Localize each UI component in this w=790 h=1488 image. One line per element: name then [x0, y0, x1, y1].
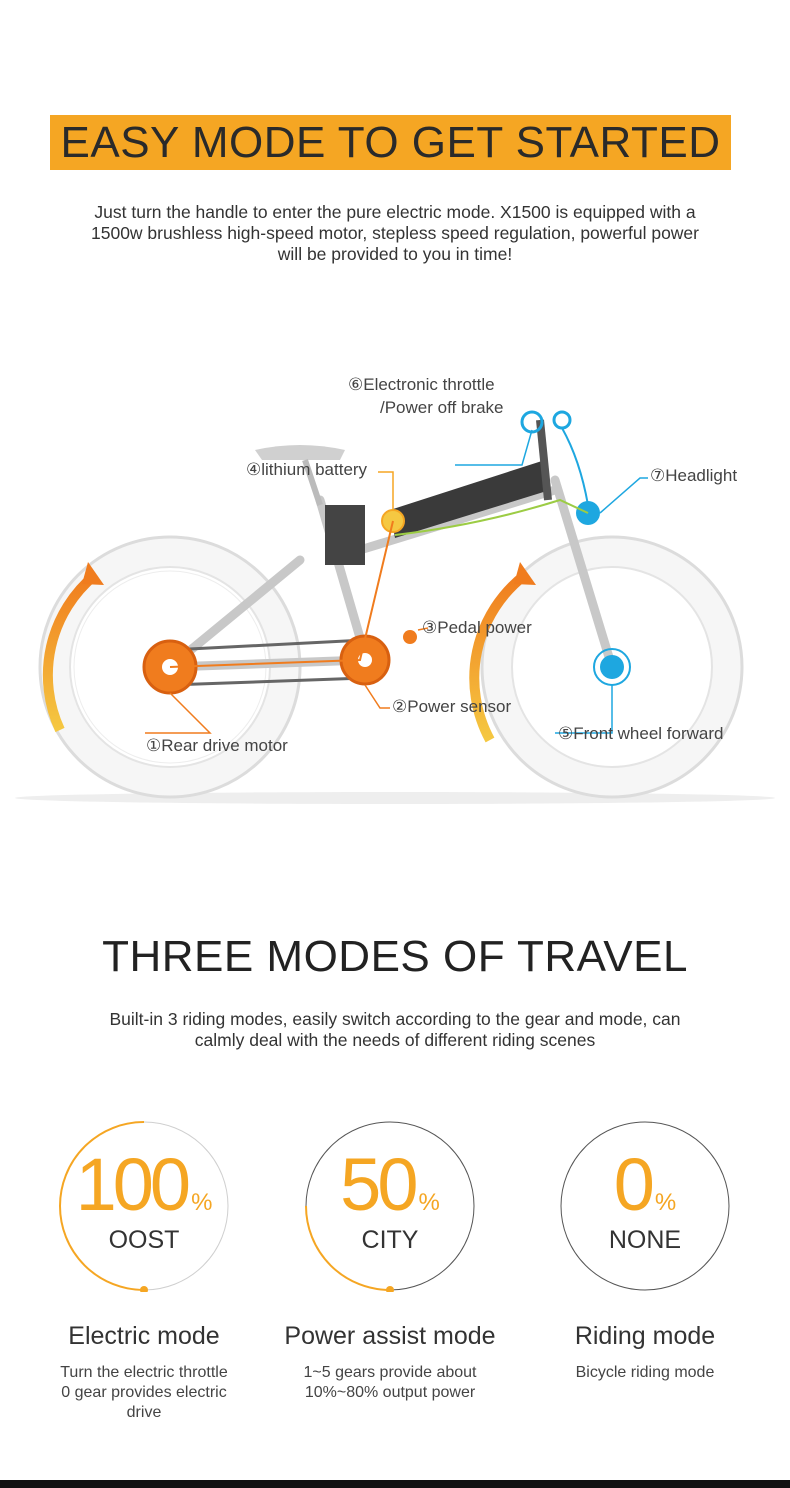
mode-riding — [525, 1120, 765, 1383]
callout-battery: ④lithium battery — [246, 460, 368, 479]
mode-keyword: CITY — [361, 1226, 419, 1254]
mode-desc: Bicycle riding mode — [575, 1364, 715, 1381]
callout-brake: /Power off brake — [380, 398, 504, 417]
callout-front-wheel: ⑤Front wheel forward — [558, 724, 724, 743]
percent-unit: % — [191, 1189, 213, 1216]
gauge-dot-0 — [140, 1286, 148, 1292]
mode-percent: 0 — [613, 1143, 651, 1226]
callout-pedal: ③Pedal power — [422, 618, 532, 637]
section2-desc: Built-in 3 riding modes, easily switch according to the gear and mode, can calmly deal with the needs of different riding scenes — [109, 1009, 681, 1050]
percent-unit: % — [654, 1189, 677, 1216]
mode-electric — [24, 1120, 264, 1423]
callout-throttle: ⑥Electronic throttle — [348, 375, 495, 394]
mode-desc: 1~5 gears provide about 10%~80% output power — [303, 1364, 477, 1401]
mode-name: Power assist mode — [284, 1322, 496, 1350]
mode-power-assist — [270, 1120, 510, 1403]
mode-percent: 100 — [75, 1143, 188, 1226]
bike-diagram — [0, 300, 790, 820]
callout-headlight: ⑦Headlight — [650, 466, 738, 485]
callout-rear-motor: ①Rear drive motor — [146, 736, 288, 755]
mode-name: Electric mode — [68, 1322, 220, 1350]
gauge-dot-1 — [386, 1286, 394, 1292]
section2-title: THREE MODES OF TRAVEL — [102, 932, 688, 981]
section-banner — [50, 115, 731, 170]
mode-keyword: OOST — [108, 1226, 180, 1254]
mode-keyword: NONE — [608, 1226, 682, 1254]
percent-unit: % — [418, 1189, 440, 1216]
mode-gauge — [559, 1120, 731, 1292]
banner-title: EASY MODE TO GET STARTED — [60, 117, 721, 167]
bottom-bar — [0, 1480, 790, 1488]
intro-text: Just turn the handle to enter the pure electric mode. X1500 is equipped with a 1500w brushless high-speed motor, stepless speed regulation, powerful power will be provided to you in time! — [91, 202, 699, 264]
mode-name: Riding mode — [574, 1322, 716, 1350]
callout-sensor: ②Power sensor — [392, 697, 512, 716]
mode-gauge — [58, 1120, 230, 1292]
mode-desc: Turn the electric throttle 0 gear provides electric drive — [60, 1364, 228, 1421]
mode-gauge — [304, 1120, 476, 1292]
mode-percent: 50 — [340, 1143, 415, 1226]
